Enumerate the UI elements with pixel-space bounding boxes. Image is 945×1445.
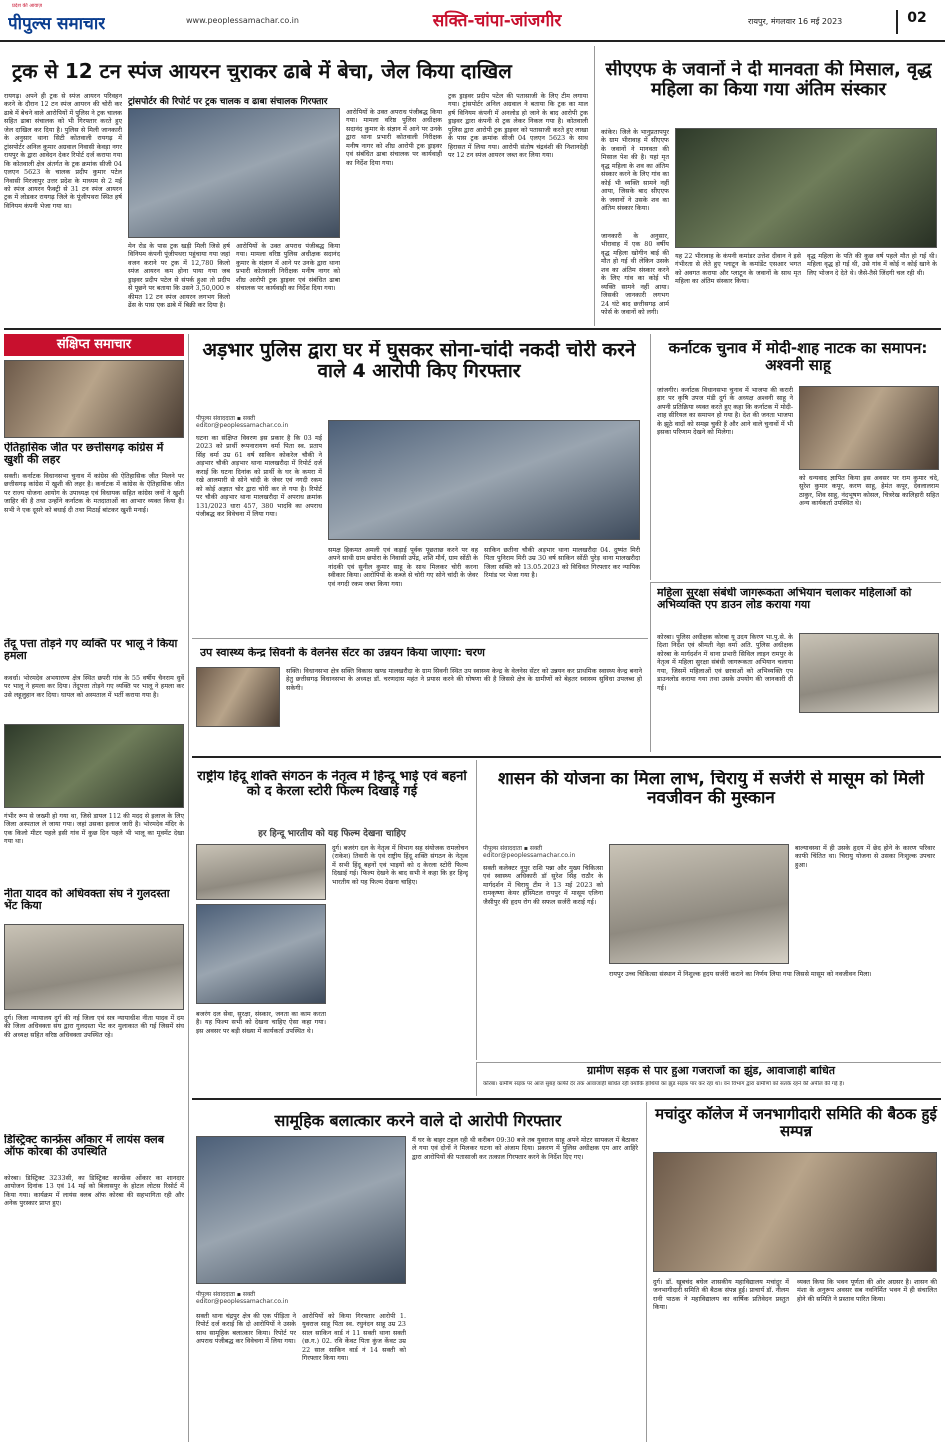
story-body: दुर्ग। डाॅ. खूबचंद बघेल शासकीय महाविद्यालय मचांदुर में जनभागीदारी समिति की बैठक संपन्न हुई। प्राचार्य डॉ. नीलम रानी पाठक ने महाविद्यालय का वार्षिक प्रतिवेदन प्रस्तुत किया। bbox=[653, 1278, 789, 1312]
story-body: व्यक्त किया कि भवन पूर्णता की ओर अग्रसर है। शासन की मंशा के अनुरूप अवसर सब नवनिर्मित भवन में ही संचालित होने की समिति ने प्रस्ताव पारित किया। bbox=[797, 1278, 937, 1303]
brief-body: कोरबा। डिस्ट्रिक्ट 3233सी, का डिस्ट्रिक्ट कान्फ्रेंस ओंकार का शानदार आयोजन दिनांक 13 एवं 14 मई को बिलासपुर के होटल लोटस रिसोर्ट में किया गया। कार्यक्रम में लायंस क्लब ऑफ कोरबा की सहभागिता रही और अनेक पुरस्कार प्राप्त हुए। bbox=[4, 1174, 184, 1208]
byline-email[interactable]: editor@peoplessamachar.co.in bbox=[196, 422, 289, 429]
page-number: 02 bbox=[896, 10, 936, 34]
story-body: सक्ती कलेक्टर नूपुर राशि पन्ना और मुख्य चिकित्सा एवं स्वास्थ्य अधिकारी डॉ सुरेश सिंह राठौर के मार्गदर्शन में चिरायु टीम ने 13 मई 2023 को रामकृष्णा केयर हॉस्पिटल रायपुर में मासूम एलिना जैसीपुर की हृदय रोग की सफल सर्जरी कराई गई। bbox=[483, 864, 603, 906]
byline-org: पीपुल्स संवाददाता bbox=[483, 845, 522, 852]
byline: पीपुल्स संवाददाता ▪ सक्ती editor@peoplessamachar.co.in bbox=[196, 415, 289, 429]
story-photo bbox=[196, 844, 326, 900]
story-body: समक्ष हिकमत अमली एवं कड़ाई पूर्वक पूछताछ करने पर वह अपने साथी ग्राम छपोरा के निवासी उपेंद्र, शशि मौर्य, ग्राम सोंठी के नांदकी एवं सुनील कुमार साहू के साथ मिलकर चोरी करना स्वीकार किया। आरोपियों के कब्जे से चोरी गए सोने चांदी के जेवर एवं नगदी रकम जब्त किया गया। bbox=[328, 546, 478, 588]
byline-email[interactable]: editor@peoplessamachar.co.in bbox=[196, 1298, 289, 1305]
story-body: घटना का संक्षिप्त विवरण इस प्रकार है कि 03 मई 2023 को प्रार्थी रूपनारायण वर्मा पिता स्व. प्रताप सिंह वर्मा उम्र 61 वर्ष साकिन कोकरेल चौकी ने अड़भार चौकी अड़भार थाना मालखरौदा में रिपोर्ट दर्ज कराई कि घटना दिनांक को प्रार्थी के घर के कमरा में रखे आलमारी से सोने चांदी के जेवर एवं नगदी रकम को कोई अज्ञात चोर द्वारा चोरी कर ले गया है। रिपोर्ट पर चौकी अड़भार थाना मालखरौदा में अपराध क्रमांक 131/2023 धारा 457, 380 भादवि का अपराध पंजीबद्ध कर विवेचना में लिया गया। bbox=[196, 434, 322, 519]
brief-headline: डिस्ट्रिक्ट कान्फ्रेंस ओंकार में लायंस क्लब ऑफ कोरबा की उपस्थिति bbox=[4, 1134, 165, 1159]
story-photo bbox=[328, 420, 640, 540]
headline: अड़भार पुलिस द्वारा घर में घुसकर सोना-चांदी नकदी चोरी करने वाले 4 आरोपी किए गिरफ्तार bbox=[202, 340, 636, 383]
story-photo bbox=[128, 108, 340, 238]
story-body: दुर्ग। बजरंग दल के नेतृत्व में विभाग सह संयोजक रामलोचन (राकेश) तिवारी के एवं राष्ट्रीय हिंदू शक्ति संगठन के नेतृत्व में सभी हिंदू बहनों एवं भाइयों को द केरला स्टोरी फिल्म दिखाई गई। फिल्म देखने के बाद सभी ने कहा कि हर हिन्दू भारतीय को यह फिल्म देखना चाहिए। bbox=[332, 844, 468, 886]
story-photo bbox=[609, 844, 789, 964]
brief-headline: तेंदू पत्ता तोड़ने गए व्यक्ति पर भालू ने किया हमला bbox=[4, 638, 178, 663]
story-photo bbox=[675, 128, 937, 248]
masthead-website[interactable]: www.peoplessamachar.co.in bbox=[186, 16, 299, 25]
brief-photo bbox=[4, 360, 184, 438]
story-body: कांकेर। जिले के भानुप्रतापपुर के ग्राम भीरावाह में सीएएफ के जवानों ने मानवता की मिसाल पेश की है। यहां मृत वृद्ध महिला के शव का अंतिम संस्कार करने के लिए गांव का कोई भी व्यक्ति सामने नहीं आया, जिसके बाद सीएएफ के जवानों ने उसके शव का अंतिम संस्कार किया। bbox=[601, 128, 669, 213]
byline-org: पीपुल्स संवाददाता bbox=[196, 1291, 235, 1298]
subhead: हर हिन्दू भारतीय को यह फिल्म देखना चाहिए bbox=[258, 829, 406, 839]
story-body: सक्ति। विधानसभा क्षेत्र सक्ति विकास खण्ड मालखरौदा के ग्राम सिवनी स्थित उप स्वास्थ्य केन्द्र के वेलनेस सेंटर को उन्नयन कर प्राथमिक स्वास्थ्य केन्द्र बनाने हेतु छत्तीसगढ़ विधानसभा के अध्यक्ष डॉ. चरणदास महंत ने प्रयास करने की घोषणा की है जिससे क्षेत्र के ग्रामीणों को बेहतर स्वास्थ्य सुविधा उपलब्ध हो सकेगी। bbox=[286, 667, 642, 692]
byline: पीपुल्स संवाददाता ▪ सक्ती editor@peoplessamachar.co.in bbox=[196, 1291, 289, 1305]
masthead-dateline: रायपुर, मंगलवार 16 मई 2023 bbox=[748, 17, 843, 26]
story-body: कोरबा। पुलिस अधीक्षक कोरबा यू उदय किरण भा.पु.से. के दिशा निर्देश एवं श्रीमती नेहा वर्मा अति. पुलिस अधीक्षक कोरबा के मार्गदर्शन में थाना प्रभारी सिविल लाइन रामपुर के नेतृत्व में महिला सुरक्षा संबंधी जागरूकता अभियान चलाया गया, जिसमें महिलाओं एवं छात्राओं को अभिव्यक्ति एप डाउनलोड कराया गया तथा उसके उपयोग की जानकारी दी गई। bbox=[657, 633, 793, 692]
story-photo bbox=[196, 904, 326, 1004]
divider bbox=[192, 756, 941, 758]
masthead bbox=[0, 0, 945, 42]
story-body: बजरंग दल सेवा, सुरक्षा, संस्कार, जनता का काम करता है। यह फिल्म सभी को देखना चाहिए ऐसा कहा गया। इस अवसर पर बड़ी संख्या में कार्यकर्ता उपस्थित थे। bbox=[196, 1010, 326, 1035]
story-elephants bbox=[476, 1062, 941, 1096]
divider bbox=[188, 334, 189, 1442]
story-photo bbox=[196, 667, 280, 727]
byline-org: पीपुल्स संवाददाता bbox=[196, 415, 235, 422]
brief-body: सक्ती। कर्नाटक विधानसभा चुनाव में कांग्रेस की ऐतिहासिक जीत मिलने पर छत्तीसगढ़ कांग्रेस में खुशी की लहर है। कर्नाटक में कांग्रेस के ऐतिहासिक जीत पर राज्य योजना आयोग के उपाध्यक्ष एवं विधायक सहित कांग्रेस जनों ने खुशी जाहिर की है तथा उन्होंने कर्नाटक के मतदाताओं का आभार व्यक्त किया है। सभी ने एक दूसरे को बधाई दी तथा मिठाई बांटकर खुशी मनाई। bbox=[4, 472, 184, 514]
story-body: रायपुर उच्च चिकित्सा संस्थान में निशुल्क हृदय सर्जरी कराने का निर्णय लिया गया जिससे मासूम को नवजीवन मिला। bbox=[609, 970, 872, 978]
headline: शासन की योजना का मिला लाभ, चिरायु में सर्जरी से मासूम को मिली नवजीवन की मुस्कान bbox=[497, 770, 925, 809]
byline-city: सक्ती bbox=[242, 1291, 256, 1298]
byline-email[interactable]: editor@peoplessamachar.co.in bbox=[483, 852, 576, 859]
story-body bbox=[346, 108, 442, 324]
story-women-safety bbox=[650, 582, 941, 752]
byline-city: सक्ती bbox=[242, 415, 256, 422]
headline: सीएएफ के जवानों ने दी मानवता की मिसाल, वृद्ध महिला का किया गया अंतिम संस्कार bbox=[605, 60, 932, 101]
masthead-section: सक्ति-चांपा-जांजगीर bbox=[432, 11, 562, 31]
story-photo bbox=[799, 633, 939, 713]
story-photo bbox=[196, 1136, 406, 1284]
story-arrest bbox=[192, 1102, 642, 1442]
divider bbox=[192, 1098, 941, 1100]
masthead-title: पीपुल्स समाचार bbox=[8, 14, 106, 34]
divider bbox=[4, 328, 941, 330]
story-body: आरोपियों को किया गिरफ्तार आरोपी 1. युवराज साहू पिता स्व. रघुनंदन साहू उम्र 23 साल साकिन वार्ड नं 11 सक्ती थाना सक्ती (छ.ग.) 02. रवि केंवट पिता कुंज केंवट उम्र 22 साल साकिन वार्ड नं 14 सक्ती को गिरफ्तार किया गया। bbox=[302, 1312, 406, 1363]
headline: मचांदुर कॉलेज में जनभागीदारी समिति की बैठक हुई सम्पन्न bbox=[655, 1106, 937, 1140]
story-caf-jawans bbox=[594, 46, 941, 326]
story-body: यह 22 भीरावाह के कंपनी कमांडर उत्तेश दीवान ने इसे गंभीरता से लेते हुए प्लाटून के कमांडेंट एसआर भगत को अवगत कराया और प्लाटून के जवानों के साथ मृत महिला का अंतिम संस्कार किया। bbox=[675, 252, 801, 286]
story-body: को धन्यवाद ज्ञापित किया इस अवसर पर राम कुमार चंदे, सुरेश कुमार कपूर, करण साहू, हेमंत कपूर, देवलालराम ठाकुर, शिव साहू, नंदभूषण कोसल, चित्ररेख कालिहारी सहित अन्य कार्यकर्ता उपस्थित थे। bbox=[799, 474, 939, 508]
story-kerala-film bbox=[192, 760, 472, 1096]
story-body: वृद्ध महिला के पति की कुछ वर्ष पहले मौत हो गई थी। महिला वृद्ध हो गई थी, उसे गांव में कोई न कोई खाने के लिए भोजन दे देते थे। जैसे-तैसे जिंदगी चल रही थी। bbox=[807, 252, 937, 277]
story-body: सक्ती थाना चंद्रपुर क्षेत्र की एक पीड़िता ने रिपोर्ट दर्ज कराई कि दो आरोपियों ने उसके साथ सामूहिक बलात्कार किया। रिपोर्ट पर अपराध पंजीबद्ध कर विवेचना में लिया गया। bbox=[196, 1312, 296, 1346]
story-spong-iron bbox=[4, 46, 589, 326]
byline: पीपुल्स संवाददाता ▪ सक्ती editor@peoplessamachar.co.in bbox=[483, 845, 576, 859]
headline: महिला सुरक्षा संबंधी जागरूकता अभियान चलाकर महिलाओं को अभिव्यक्ति एप डाउन लोड कराया गया bbox=[657, 587, 912, 612]
story-body: मैं घर के बाहर टहल रही थी करीबन 09:30 बजे तब युवराज साहू अपने मोटर सायकल में बैठाकर ले गया एवं दोनों ने मिलकर घटना को अंजाम दिया। प्रकरण में पुलिस अधीक्षक एम आर आहिरे द्वारा आरोपियों की पतासाजी कर तत्काल गिरफ्तार करने के निर्देश दिए गए। bbox=[412, 1136, 638, 1161]
headline: ग्रामीण सड़क से पार हुआ गजराजों का झुंड, आवाजाही बाधित bbox=[586, 1065, 836, 1077]
headline: उप स्वास्थ्य केन्द्र सिवनी के वेलनेस सेंटर का उन्नयन किया जाएगा: चरण bbox=[200, 647, 485, 659]
brief-body: कवर्धा। भोरमदेव अभयारण्य क्षेत्र स्थित छपरी गांव के 55 वर्षीय चैनराम धुर्वे पर भालू ने हमला कर दिया। तेंदूपत्ता तोड़ने गए व्यक्ति पर भालू ने हमला कर उसे लहूलुहान कर दिया। घायल को अस्पताल में भर्ती कराया गया है। bbox=[4, 674, 184, 699]
story-body: आरोपियों के उक्त अपराध पंजीबद्ध किया गया। मामला वरिष्ठ पुलिस अधीक्षक सदानंद कुमार के संज्ञान में आने पर उनके द्वारा थाना प्रभारी कोतवाली निरीक्षक मनीष नागर को शीघ्र आरोपी ट्रक ड्राइवर एवं संबंधित ढाबा संचालक पर कार्यवाही का निर्देश दिया गया। bbox=[236, 242, 340, 293]
masthead-tagline: प्रदेश की आवाज़ bbox=[12, 3, 43, 9]
byline-city: सक्ती bbox=[529, 845, 543, 852]
story-body: बाल्यावस्था में ही उसके हृदय में छेद होने के कारण परिवार काफी चिंतित था। चिरायु योजना से उसका निःशुल्क उपचार हुआ। bbox=[795, 844, 935, 869]
subhead: ट्रांसपोर्टर की रिपोर्ट पर ट्रक चालक व ढाबा संचालक गिरफ्तार bbox=[128, 97, 328, 107]
headline: सामूहिक बलात्कार करने वाले दो आरोपी गिरफ्तार bbox=[274, 1112, 562, 1130]
brief-body: दुर्ग। जिला न्यायालय दुर्ग की नई जिला एवं सत्र न्यायाधीश नीता यादव में दम की जिला अधिवक्ता संघ द्वारा गुलदस्ता भेंट कर मुलाकात की गई जिसमें संघ की अध्यक्ष सहित वरिष्ठ अधिवक्ता उपस्थित रहे। bbox=[4, 1014, 184, 1039]
story-wellness-centre bbox=[192, 638, 648, 754]
story-body: रायगढ़। अपने ही ट्रक से स्पंज आयरन परिवहन करने के दौरान 12 टन स्पंज आयरन की चोरी कर ढाबे में बेचने वाले आरोपियों में पुलिस ने ट्रक चालक सहित ढाबा संचालक को भी गिरफ्तार करते हुए जेल दाखिल कर दिया है। पुलिस से मिली जानकारी के अनुसार थाना सिटी कोतवाली रायगढ़ में ट्रांसपोर्टर अनिल कुमार अग्रवाल निवासी केवड़ा नगर रायपुर के द्वारा आवेदन देकर रिपोर्ट दर्ज कराया गया कि कोतवाली क्षेत्र अंतर्गत के ट्रक क्रमांक सीजी 04 एलएन 5623 के चालक प्रदीप कुमार पटेल निवासी मिरजापुर उत्तर प्रदेश के माध्यम से 2 मई को स्पंज आयरन फैक्ट्री से 31 टन स्पंज आयरन ट्रक में लोडकर रायगढ़ जिले के पूंजीपथरा स्थित हर्ष विनियम कंपनी भेजा गया था। bbox=[4, 92, 122, 210]
story-body: जांजगीर। कर्नाटक विधानसभा चुनाव में भाजपा की करारी हार पर कृषि उपज मंडी दुर्ग के अध्यक्ष अश्वनी साहू ने अपनी प्रतिक्रिया व्यक्त करते हुए कहा कि कर्नाटक में मोदी-शाह सीरियल का समापन हो गया है। देश की जनता भाजपा के झूठे वादों को समझ चुकी है और आने वाले चुनावों में भी इसका परिणाम देखने को मिलेगा। bbox=[657, 386, 793, 437]
story-photo bbox=[653, 1152, 937, 1272]
brief-news-column bbox=[4, 334, 184, 1442]
headline: कर्नाटक चुनाव में मोदी-शाह नाटक का समापन: अश्वनी साहू bbox=[668, 340, 928, 374]
story-photo bbox=[799, 386, 939, 470]
brief-news-label: संक्षिप्त समाचार bbox=[4, 334, 184, 356]
headline: राष्ट्रीय हिंदू शक्ति संगठन के नेतृत्व में हिन्दू भाई एवं बहनों को द केरला स्टोरी फिल्म दिखाई गई bbox=[197, 770, 467, 799]
story-chirayu bbox=[476, 760, 941, 1060]
story-body: मेन रोड के पास ट्रक खड़ी मिली जिसे हर्ष विनियम कंपनी पूंजीपथरा पहुंचाया गया जहां वजन कराने पर ट्रक में 12,780 किलो स्पंज आयरन कम होना पाया गया जब ड्राइवर प्रदीप पटेल से संपर्क हुआ तो प्रदीप से पूछने पर बताया कि उसने 3,50,000 रु कीमत 12 टन स्पंज आयरन लगभग किलो ढेंस के पास एक ढाबे में बिक्री कर दिया है। bbox=[128, 242, 230, 310]
brief-headline: नीता यादव को अधिवक्ता संघ ने गुलदस्ता भेंट किया bbox=[4, 888, 170, 913]
story-adbhar-theft bbox=[192, 334, 644, 634]
story-body: साकिन छतीना चौकी अड़भार थाना मालखरौदा 04. दुष्यंत मिरी पिता पुनिराम मिरी उम्र 30 वर्ष साकिन सोंठी पुरेड़ थाना मालखरौदा जिला सक्ति को 13.05.2023 को विधिवत गिरफ्तार कर न्यायिक रिमांड पर भेजा गया है। bbox=[484, 546, 640, 580]
bear-photo bbox=[4, 724, 184, 808]
story-text: आरोपियों के उक्त अपराध पंजीबद्ध किया गया। मामला वरिष्ठ पुलिस अधीक्षक सदानंद कुमार के संज्ञान में आने पर उनके द्वारा थाना प्रभारी कोतवाली निरीक्षक मनीष नागर को शीघ्र आरोपी ट्रक ड्राइवर एवं संबंधित ढाबा संचालक पर कार्यवाही का निर्देश दिया गया। bbox=[346, 108, 442, 167]
story-body: कोरबा। ग्रामीण सड़क पर आज सुबह काफी देर तक आवाजाही बाधित रही क्योंकि हाथियों का झुंड सड़क पार कर रहा था। वन विभाग द्वारा ग्रामीणों को सतर्क रहने की अपील की गई है। bbox=[483, 1081, 845, 1087]
story-college-meeting bbox=[646, 1102, 941, 1442]
brief-photo bbox=[4, 924, 184, 1010]
story-karnataka bbox=[650, 334, 941, 580]
brief-headline: ऐतिहासिक जीत पर छत्तीसगढ़ कांग्रेस में खुशी की लहर bbox=[4, 442, 164, 467]
masthead-logo bbox=[4, 3, 154, 37]
story-body: जानकारी के अनुसार, भीरावाह में एक 80 वर्षीय वृद्ध महिला खोगीन बाई की मौत हो गई थी लेकिन उसके शव का अंतिम संस्कार करने के लिए गांव का कोई भी व्यक्ति सामने नहीं आया। जिसकी जानकारी लगभग 24 घंटे बाद छत्तीसगढ़ आर्म फोर्स के जवानों को लगी। bbox=[601, 232, 669, 317]
brief-body: गंभीर रूप से जख्मी हो गया था, जिसे डायल 112 की मदद से इलाज के लिए जिला अस्पताल ले जाया गया। जहां उसका इलाज जारी है। भोरमदेव मंदिर के एक किलो मीटर पहले इसी गांव में कुछ दिन पहले भी भालू का मूवमेंट देखा गया था। bbox=[4, 812, 184, 846]
headline: ट्रक से 12 टन स्पंज आयरन चुराकर ढाबे में बेचा, जेल किया दाखिल bbox=[12, 60, 512, 83]
story-body: ट्रक ड्राइवर प्रदीप पटेल की पतासाजी के लिए टीम लगाया गया। ट्रांसपोर्टर अनिल अग्रवाल ने बताया कि ट्रक का माल हर्ष विनियम कंपनी में अनलोड हो जाने के बाद आरोपी ट्रक ड्राइवर द्वारा कंपनी से ट्रक लेकर निकल गया है। कोतवाली पुलिस द्वारा आरोपी ट्रक ड्राइवर को पतासाजी करते हुए लाखा के पास ट्रक क्रमांक सीजी 04 एलएन 5623 के साथ हिरासत में लिया गया। आरोपी संतोष चंद्रवंशी की निशानदेही पर 12 टन स्पंज आयरन जब्त कर लिया गया। bbox=[448, 92, 588, 160]
